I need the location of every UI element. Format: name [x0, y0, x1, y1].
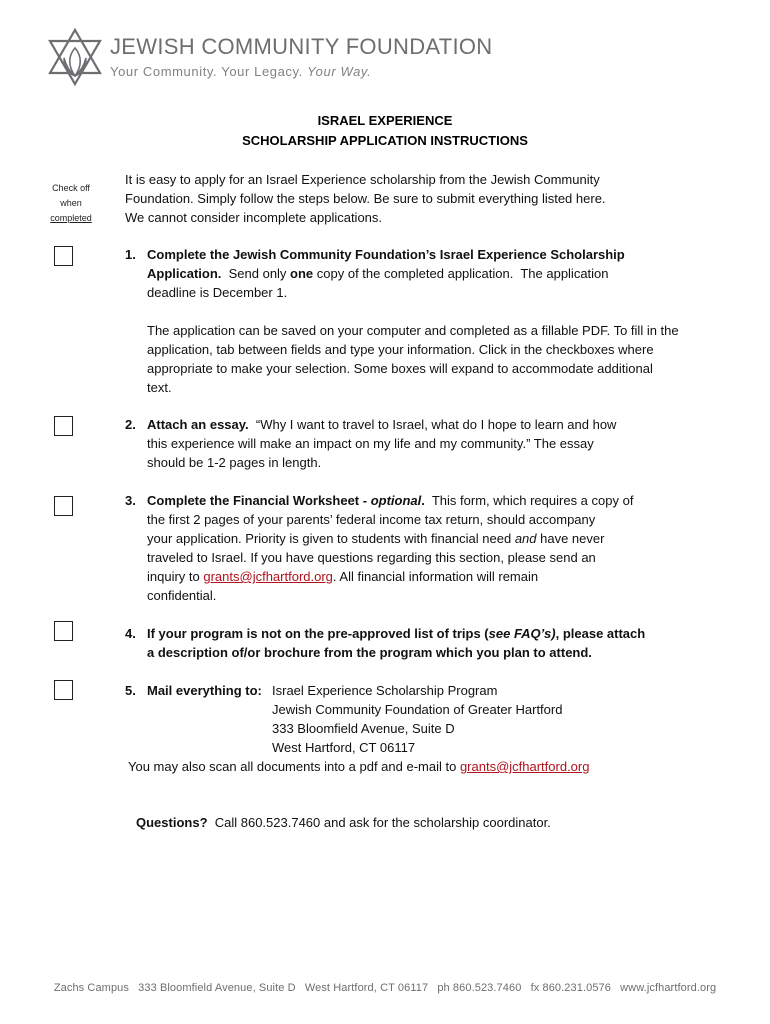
step3-checkbox[interactable]: [54, 496, 73, 516]
mailing-address: [272, 681, 562, 757]
page-title: ISRAEL EXPERIENCE: [317, 113, 453, 128]
step-3-body: [147, 491, 717, 605]
scan-email-note: [128, 757, 728, 776]
questions-text: Call 860.523.7460 and ask for the scholarship coordinator.: [207, 815, 551, 830]
page-subtitle: SCHOLARSHIP APPLICATION INSTRUCTIONS: [242, 133, 528, 148]
note-line: application, tab between fields and type your information. Click in the checkboxes where: [147, 342, 654, 357]
checkoff-line2: when: [60, 198, 82, 208]
step-3-and: and: [514, 531, 537, 546]
step-number: 2.: [125, 417, 136, 432]
step2-checkbox[interactable]: [54, 416, 73, 436]
step-3-text: the first 2 pages of your parents’ federal income tax return, should accompany: [147, 512, 596, 527]
address-line: Jewish Community Foundation of Greater Hartford: [272, 702, 563, 717]
step-3-heading: Complete the Financial Worksheet -: [147, 493, 371, 508]
footer-address: 333 Bloomfield Avenue, Suite D: [138, 982, 296, 994]
step-2-text: “Why I want to travel to Israel, what do I hope to learn and how: [248, 417, 617, 432]
step-1-text: Send only: [221, 266, 291, 281]
note-line: text.: [147, 380, 172, 395]
step-4-body: [147, 624, 717, 662]
step-1-deadline: deadline is December 1.: [147, 285, 288, 300]
intro-line: Foundation. Simply follow the steps below. Be sure to submit everything listed here.: [125, 191, 606, 206]
step-2-text: this experience will make an impact on my life and my community.” The essay: [147, 436, 594, 451]
footer-website[interactable]: www.jcfhartford.org: [620, 982, 717, 994]
step-3-text: inquiry to: [147, 569, 204, 584]
tagline: [110, 64, 371, 79]
step-3-optional: optional: [370, 493, 422, 508]
footer-fax: fx 860.231.0576: [530, 982, 611, 994]
address-line: West Hartford, CT 06117: [272, 740, 416, 755]
step-number: 3.: [125, 493, 136, 508]
step-3-heading-end: .: [421, 493, 425, 508]
step-3-text: confidential.: [147, 588, 217, 603]
intro-line: We cannot consider incomplete applications.: [125, 210, 383, 225]
address-line: 333 Bloomfield Avenue, Suite D: [272, 721, 455, 736]
org-name: JEWISH COMMUNITY FOUNDATION: [110, 34, 493, 59]
step4-checkbox[interactable]: [54, 621, 73, 641]
step-3-text: This form, which requires a copy of: [424, 493, 634, 508]
step-2-body: [147, 415, 717, 472]
step-3-text: traveled to Israel. If you have questions regarding this section, please send an: [147, 550, 596, 565]
footer: [0, 982, 770, 994]
step-4-faq-ref: see FAQ’s): [488, 626, 556, 641]
step-2-text: should be 1-2 pages in length.: [147, 455, 322, 470]
step-number: 5.: [125, 683, 136, 698]
step5-checkbox[interactable]: [54, 680, 73, 700]
step-1-heading-cont: Application.: [147, 266, 222, 281]
checkoff-line3: completed: [50, 213, 92, 223]
logo-star-of-david-icon: [44, 26, 106, 88]
footer-campus: Zachs Campus: [53, 982, 129, 994]
step-3-text: . All financial information will remain: [332, 569, 539, 584]
address-line: Israel Experience Scholarship Program: [272, 683, 498, 698]
intro-paragraph: [125, 170, 685, 227]
footer-city: West Hartford, CT 06117: [304, 982, 429, 994]
note-line: appropriate to make your selection. Some boxes will expand to accommodate additional: [147, 361, 653, 376]
checkoff-label: [44, 181, 98, 226]
note-line: The application can be saved on your computer and completed as a fillable PDF. To fill in the: [147, 323, 679, 338]
step-4-text: If your program is not on the pre-approved list of trips (: [147, 626, 489, 641]
step-4-text: a description of/or brochure from the program which you plan to attend.: [147, 645, 592, 660]
step1-checkbox[interactable]: [54, 246, 73, 266]
grants-email-link[interactable]: grants@jcfhartford.org: [203, 569, 333, 584]
tagline-way: Your Way.: [307, 64, 372, 79]
grants-email-link[interactable]: grants@jcfhartford.org: [459, 759, 590, 774]
step-5-heading: Mail everything to:: [147, 683, 262, 698]
step-number: 1.: [125, 247, 136, 262]
questions-label: Questions?: [136, 815, 208, 830]
step-1-body: [147, 245, 717, 302]
step-3-text: have never: [536, 531, 605, 546]
tagline-main: Your Community. Your Legacy.: [110, 64, 303, 79]
scan-text: You may also scan all documents into a pdf and e-mail to: [128, 759, 460, 774]
step-1-heading: Complete the Jewish Community Foundation’s Israel Experience Scholarship: [147, 247, 625, 262]
questions-line: [136, 813, 736, 832]
footer-phone: ph 860.523.7460: [437, 982, 522, 994]
checkoff-line1: Check off: [52, 183, 90, 193]
step-1-emphasis: one: [290, 266, 314, 281]
step-4-text: , please attach: [555, 626, 646, 641]
step-number: 4.: [125, 626, 136, 641]
step-2-heading: Attach an essay.: [147, 417, 249, 432]
intro-line: It is easy to apply for an Israel Experience scholarship from the Jewish Community: [125, 172, 600, 187]
step-3-text: your application. Priority is given to students with financial need: [147, 531, 515, 546]
step-1-text: copy of the completed application. The application: [313, 266, 609, 281]
step-1-fillable-note: [147, 321, 722, 397]
